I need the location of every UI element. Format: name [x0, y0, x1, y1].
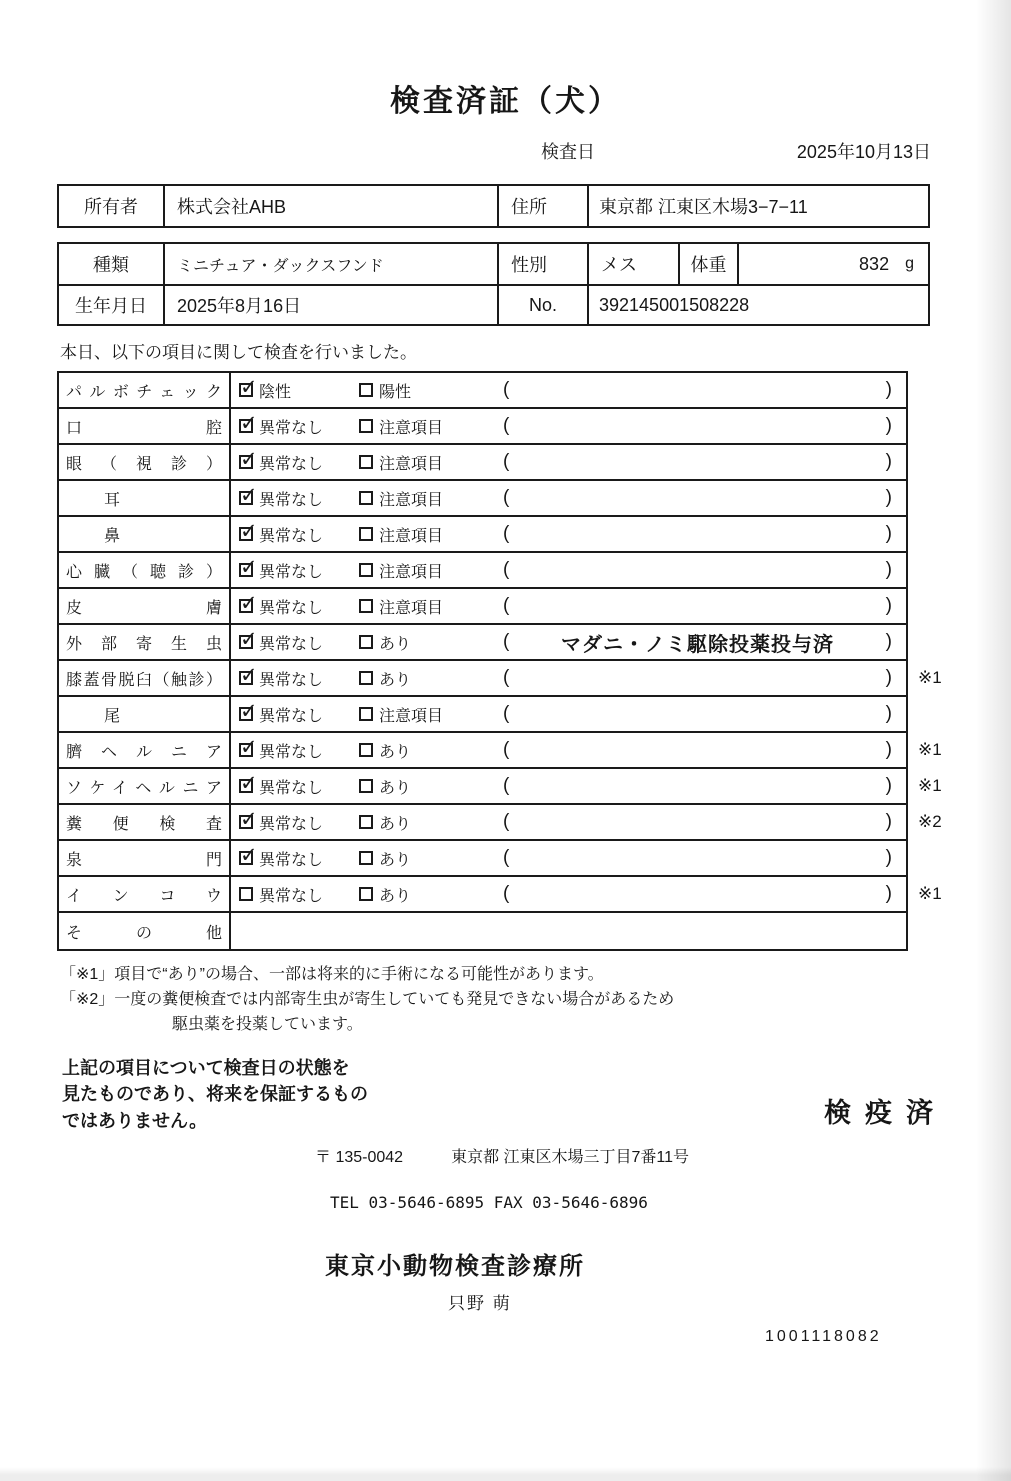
option-1-checkbox[interactable] — [239, 851, 253, 865]
inspection-item-label: 臍ヘルニア — [66, 743, 222, 761]
pet-row-2 — [59, 284, 928, 324]
birthdate-value: 2025年8月16日 — [165, 286, 499, 324]
paren-open: ( — [503, 523, 510, 544]
other-item-cell — [59, 913, 231, 949]
paren-open: ( — [503, 883, 510, 904]
inspection-row — [59, 445, 906, 481]
tel-fax: TEL 03-5646-6895 FAX 03-5646-6896 — [330, 1192, 648, 1212]
option-1-checkbox[interactable] — [239, 779, 253, 793]
paren-close: ) — [885, 379, 892, 400]
option-1-label: 異常なし — [259, 779, 324, 797]
comment-cell — [491, 553, 906, 587]
inspection-item-label: 尾 — [104, 707, 121, 725]
inspection-item-cell — [59, 661, 231, 695]
comment-cell — [491, 625, 906, 659]
paren-close: ) — [885, 559, 892, 580]
option-1-checkbox[interactable] — [239, 419, 253, 433]
paren-close: ) — [885, 631, 892, 652]
weight-label: 体重 — [680, 244, 739, 284]
option-2 — [359, 451, 491, 474]
weight-value: 832 — [859, 253, 890, 274]
option-1 — [231, 847, 359, 870]
intro-text: 本日、以下の項目に関して検査を行いました。 — [60, 343, 417, 362]
option-1 — [231, 415, 359, 438]
inspection-section — [57, 371, 942, 951]
inspection-item-cell — [59, 409, 231, 443]
inspection-row — [59, 625, 906, 661]
option-2-checkbox[interactable] — [359, 887, 373, 901]
option-1-checkbox[interactable] — [239, 527, 253, 541]
option-2-label: あり — [379, 887, 412, 905]
comment-cell — [491, 589, 906, 623]
comment-cell — [491, 733, 906, 767]
inspection-item-label: 眼（視診） — [66, 455, 222, 473]
inspection-row — [59, 661, 942, 697]
address-value: 東京都 江東区木場3−7−11 — [599, 197, 808, 217]
inspection-item-cell — [59, 553, 231, 587]
owner-row — [59, 186, 928, 226]
option-2-label: あり — [379, 743, 412, 761]
option-2-label: あり — [379, 635, 412, 653]
option-1-checkbox[interactable] — [239, 563, 253, 577]
sex-label: 性別 — [499, 244, 589, 284]
option-2-checkbox[interactable] — [359, 635, 373, 649]
inspection-row — [59, 409, 906, 445]
paren-close: ) — [885, 811, 892, 832]
footnote-2: 「※2」一度の糞便検査では内部寄生虫が寄生していても発見できない場合があるため — [60, 990, 675, 1008]
pet-row-1 — [59, 244, 928, 284]
examiner-name: 只野 萌 — [448, 1293, 512, 1313]
comment-cell — [491, 445, 906, 479]
inspection-item-cell — [59, 481, 231, 515]
inspection-item-cell — [59, 625, 231, 659]
option-1-label: 異常なし — [259, 599, 324, 617]
comment-cell — [491, 697, 906, 731]
option-1-checkbox[interactable] — [239, 743, 253, 757]
option-1-label: 異常なし — [259, 455, 324, 473]
paren-open: ( — [503, 631, 510, 652]
option-2-checkbox[interactable] — [359, 527, 373, 541]
paren-open: ( — [503, 487, 510, 508]
option-1 — [231, 775, 359, 798]
option-1 — [231, 883, 359, 906]
option-2-checkbox[interactable] — [359, 743, 373, 757]
inspection-item-label: 口腔 — [66, 419, 222, 437]
comment-cell — [491, 661, 906, 695]
inspection-item-label: 心臓（聴診） — [66, 563, 222, 581]
option-1-label: 異常なし — [259, 743, 324, 761]
paren-close: ) — [885, 595, 892, 616]
inspection-item-label: 膝蓋骨脱臼（触診） — [66, 671, 222, 689]
option-2-checkbox[interactable] — [359, 671, 373, 685]
disclaimer-line-1: 上記の項目について検査日の状態を — [62, 1058, 350, 1079]
inspection-item-cell — [59, 877, 231, 911]
paren-close: ) — [885, 523, 892, 544]
other-empty-cell — [231, 913, 906, 949]
inspection-item-cell — [59, 517, 231, 551]
option-1 — [231, 667, 359, 690]
inspection-row — [59, 697, 906, 733]
id-number-label: No. — [499, 286, 589, 324]
inspection-item-label: 外部寄生虫 — [66, 635, 222, 653]
option-2-checkbox[interactable] — [359, 815, 373, 829]
option-1 — [231, 487, 359, 510]
option-2-label: 注意項目 — [379, 419, 444, 437]
inspection-row — [59, 841, 906, 877]
inspection-row — [59, 733, 942, 769]
option-2 — [359, 631, 491, 654]
weight-unit: g — [905, 255, 914, 272]
clinic-address-row — [315, 1144, 1011, 1167]
inspection-table — [57, 371, 942, 951]
paren-open: ( — [503, 451, 510, 472]
paren-open: ( — [503, 703, 510, 724]
option-1-label: 異常なし — [259, 815, 324, 833]
footnote-marker: ※2 — [918, 812, 942, 831]
inspection-item-label: ソケイヘルニア — [66, 779, 222, 797]
option-1-checkbox[interactable] — [239, 815, 253, 829]
option-2-label: 陽性 — [379, 383, 412, 401]
paren-open: ( — [503, 379, 510, 400]
paren-open: ( — [503, 775, 510, 796]
clinic-name: 東京小動物検査診療所 — [325, 1252, 585, 1280]
paren-close: ) — [885, 667, 892, 688]
option-2-checkbox[interactable] — [359, 563, 373, 577]
paren-close: ) — [885, 703, 892, 724]
serial-number: 1001118082 — [765, 1327, 882, 1345]
option-1-checkbox[interactable] — [239, 671, 253, 685]
comment-cell — [491, 481, 906, 515]
comment-cell — [491, 517, 906, 551]
inspection-item-label: 泉門 — [66, 851, 222, 869]
comment-cell — [491, 877, 906, 911]
option-1-label: 異常なし — [259, 419, 324, 437]
weight-cell — [739, 244, 928, 284]
option-1-label: 異常なし — [259, 707, 324, 725]
option-1-label: 異常なし — [259, 527, 324, 545]
option-1-label: 異常なし — [259, 635, 324, 653]
page-title: 検査済証（犬） — [390, 85, 621, 118]
option-1-label: 異常なし — [259, 671, 324, 689]
footnote-1: 「※1」項目で“あり”の場合、一部は将来的に手術になる可能性があります。 — [60, 966, 604, 983]
option-1 — [231, 379, 359, 402]
option-1-label: 異常なし — [259, 851, 324, 869]
paren-open: ( — [503, 595, 510, 616]
option-2-label: あり — [379, 671, 412, 689]
option-1 — [231, 739, 359, 762]
id-number-value: 392145001508228 — [599, 294, 750, 315]
clinic-address: 東京都 江東区木場三丁目7番11号 — [451, 1148, 690, 1166]
option-2 — [359, 595, 491, 618]
footnote-marker: ※1 — [918, 668, 942, 687]
inspection-item-cell — [59, 769, 231, 803]
paren-open: ( — [503, 415, 510, 436]
inspection-item-label: 皮膚 — [66, 599, 222, 617]
inspection-row — [59, 373, 906, 409]
option-1 — [231, 523, 359, 546]
option-1 — [231, 631, 359, 654]
comment-cell — [491, 409, 906, 443]
disclaimer-text — [62, 1055, 368, 1133]
option-2 — [359, 703, 491, 726]
paren-open: ( — [503, 559, 510, 580]
inspection-date-label: 検査日 — [541, 142, 595, 162]
paren-close: ) — [885, 415, 892, 436]
inspection-item-label: 鼻 — [104, 527, 121, 545]
option-1-label: 陰性 — [259, 383, 292, 401]
footnotes — [60, 963, 1011, 1037]
paren-open: ( — [503, 811, 510, 832]
footnote-marker: ※1 — [918, 884, 942, 903]
option-1-checkbox[interactable] — [239, 707, 253, 721]
option-2 — [359, 883, 491, 906]
other-row — [59, 913, 906, 949]
option-2-label: 注意項目 — [379, 491, 444, 509]
option-1 — [231, 595, 359, 618]
inspection-item-cell — [59, 733, 231, 767]
birthdate-label: 生年月日 — [59, 286, 165, 324]
footnote-3: 駆虫薬を投薬しています。 — [172, 1015, 363, 1033]
paren-close: ) — [885, 739, 892, 760]
option-2 — [359, 775, 491, 798]
owner-table — [57, 184, 930, 228]
footnote-marker: ※1 — [918, 776, 942, 795]
disclaimer-line-2: 見たものであり、将来を保証するもの — [62, 1084, 368, 1105]
option-2-label: 注意項目 — [379, 527, 444, 545]
option-2 — [359, 667, 491, 690]
paren-close: ) — [885, 883, 892, 904]
inspection-item-label: 糞便検査 — [66, 815, 222, 833]
option-1-label: 異常なし — [259, 491, 324, 509]
comment-cell — [491, 769, 906, 803]
inspection-row — [59, 589, 906, 625]
paren-open: ( — [503, 667, 510, 688]
comment-text: マダニ・ノミ駆除投薬投与済 — [561, 633, 834, 656]
inspection-item-cell — [59, 841, 231, 875]
option-2-checkbox[interactable] — [359, 851, 373, 865]
option-1-checkbox[interactable] — [239, 599, 253, 613]
disclaimer-line-3: ではありません。 — [62, 1110, 208, 1131]
option-2-checkbox[interactable] — [359, 491, 373, 505]
option-1 — [231, 559, 359, 582]
option-1 — [231, 811, 359, 834]
inspection-row — [59, 769, 942, 805]
other-item-label: その他 — [66, 924, 222, 942]
option-2 — [359, 811, 491, 834]
comment-cell — [491, 841, 906, 875]
option-1-checkbox[interactable] — [239, 455, 253, 469]
option-2-label: あり — [379, 815, 412, 833]
option-2 — [359, 415, 491, 438]
inspection-item-cell — [59, 697, 231, 731]
inspection-item-cell — [59, 373, 231, 407]
option-2-checkbox[interactable] — [359, 419, 373, 433]
paren-close: ) — [885, 775, 892, 796]
comment-cell — [491, 805, 906, 839]
option-2-checkbox[interactable] — [359, 707, 373, 721]
footnote-marker: ※1 — [918, 740, 942, 759]
inspection-item-label: パルボチェック — [66, 383, 222, 401]
option-2-label: 注意項目 — [379, 599, 444, 617]
disclaimer-section — [62, 1055, 947, 1133]
option-1-checkbox[interactable] — [239, 491, 253, 505]
address-label: 住所 — [499, 186, 589, 226]
breed-label: 種類 — [59, 244, 165, 284]
option-2-checkbox[interactable] — [359, 383, 373, 397]
option-1-checkbox[interactable] — [239, 887, 253, 901]
sex-value: メス — [589, 244, 680, 284]
option-1 — [231, 451, 359, 474]
paren-close: ) — [885, 487, 892, 508]
option-2 — [359, 847, 491, 870]
inspection-row — [59, 481, 906, 517]
inspection-row — [59, 553, 906, 589]
paren-open: ( — [503, 739, 510, 760]
owner-label: 所有者 — [59, 186, 165, 226]
inspection-item-label: インコウ — [66, 887, 222, 905]
pet-table — [57, 242, 930, 326]
paren-open: ( — [503, 847, 510, 868]
inspection-item-cell — [59, 589, 231, 623]
inspection-item-label: 耳 — [104, 491, 121, 509]
option-2 — [359, 523, 491, 546]
comment-cell — [491, 373, 906, 407]
breed-value: ミニチュア・ダックスフンド — [165, 244, 499, 284]
option-2-label: 注意項目 — [379, 707, 444, 725]
inspection-item-cell — [59, 805, 231, 839]
option-1 — [231, 703, 359, 726]
inspection-row — [59, 517, 906, 553]
option-2-label: あり — [379, 851, 412, 869]
paren-close: ) — [885, 451, 892, 472]
option-2 — [359, 739, 491, 762]
option-1-checkbox[interactable] — [239, 635, 253, 649]
paren-close: ) — [885, 847, 892, 868]
option-2-label: あり — [379, 779, 412, 797]
inspection-date-value: 2025年10月13日 — [796, 142, 931, 162]
owner-name: 株式会社AHB — [165, 186, 499, 226]
inspection-item-cell — [59, 445, 231, 479]
option-2-label: 注意項目 — [379, 455, 444, 473]
option-2-checkbox[interactable] — [359, 599, 373, 613]
postal-code: 〒 135-0042 — [315, 1148, 404, 1166]
option-1-label: 異常なし — [259, 563, 324, 581]
option-2 — [359, 487, 491, 510]
quarantine-stamp: 検疫済 — [824, 1097, 947, 1128]
option-2-checkbox[interactable] — [359, 779, 373, 793]
option-1-label: 異常なし — [259, 887, 324, 905]
inspection-row — [59, 805, 942, 841]
option-2-label: 注意項目 — [379, 563, 444, 581]
inspection-row — [59, 877, 942, 913]
option-2 — [359, 379, 491, 402]
option-2-checkbox[interactable] — [359, 455, 373, 469]
option-1-checkbox[interactable] — [239, 383, 253, 397]
option-2 — [359, 559, 491, 582]
inspection-date-row — [541, 138, 931, 164]
